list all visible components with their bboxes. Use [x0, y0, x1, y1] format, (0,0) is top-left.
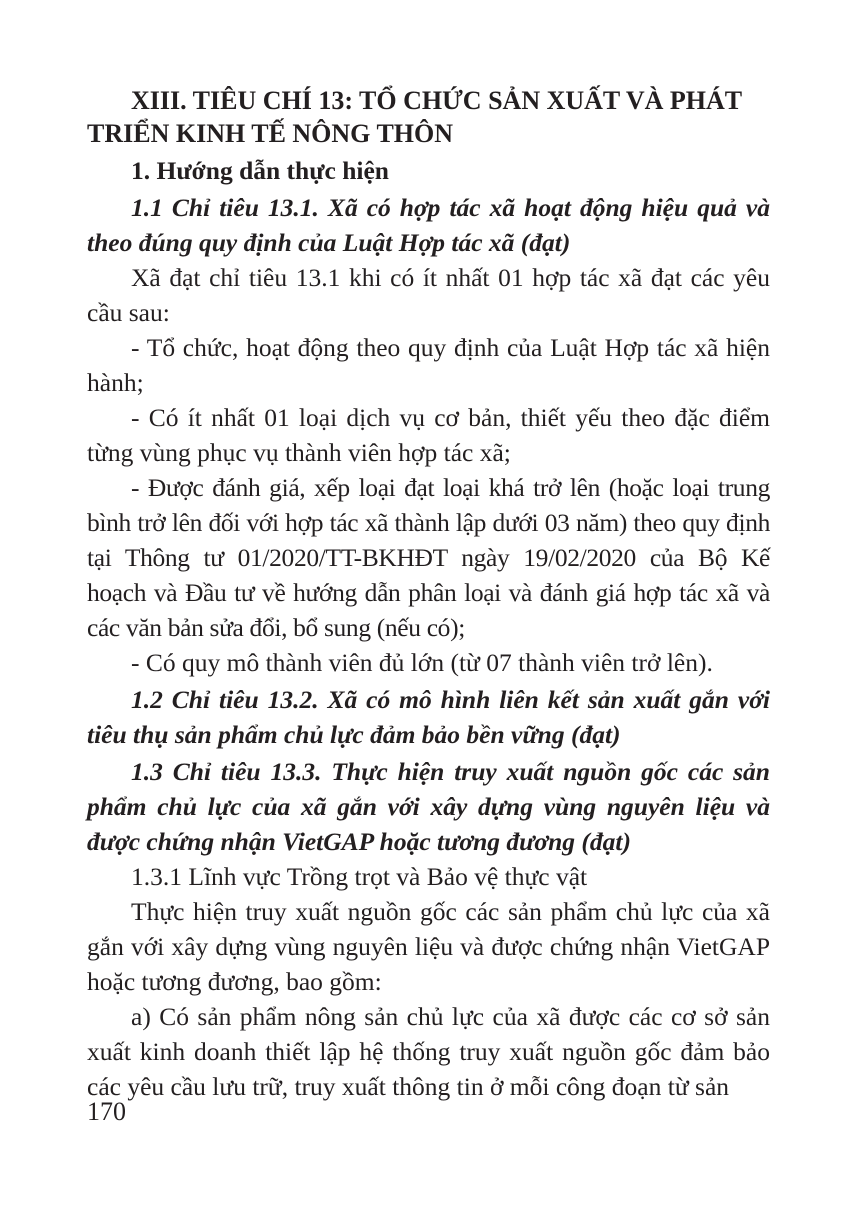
bullet-item: - Được đánh giá, xếp loại đạt loại khá trở lên (hoặc loại trung bình trở lên đối với hợp tác xã thành lập dưới 03 năm) theo quy định tại Thông tư 01/2020/TT-BKHĐT ngày 19/02/2020 của Bộ Kế hoạch và Đầu tư về hướng dẫn phân loại và đánh giá hợp tác xã và các văn bản sửa đổi, bổ sung (nếu có); [87, 473, 770, 642]
subsection-heading-1-2: 1.2 Chỉ tiêu 13.2. Xã có mô hình liên kết sản xuất gắn với tiêu thụ sản phẩm chủ lực đảm bảo bền vững (đạt) [87, 685, 770, 749]
subsection-heading-1-3: 1.3 Chỉ tiêu 13.3. Thực hiện truy xuất nguồn gốc các sản phẩm chủ lực của xã gắn với xây dựng vùng nguyên liệu và được chứng nhận VietGAP hoặc tương đương (đạt) [87, 757, 770, 856]
bullet-item: - Có ít nhất 01 loại dịch vụ cơ bản, thiết yếu theo đặc điểm từng vùng phục vụ thành viên hợp tác xã; [87, 403, 770, 467]
chapter-heading: XIII. TIÊU CHÍ 13: TỔ CHỨC SẢN XUẤT VÀ PHÁT TRIỂN KINH TẾ NÔNG THÔN [87, 86, 742, 148]
document-page [87, 80, 770, 1104]
bullet-item: - Có quy mô thành viên đủ lớn (từ 07 thành viên trở lên). [131, 648, 713, 677]
paragraph: a) Có sản phẩm nông sản chủ lực của xã được các cơ sở sản xuất kinh doanh thiết lập hệ thống truy xuất nguồn gốc đảm bảo các yêu cầu lưu trữ, truy xuất thông tin ở mỗi công đoạn từ sản [87, 1002, 770, 1101]
subsection-heading-1-1: 1.1 Chỉ tiêu 13.1. Xã có hợp tác xã hoạt động hiệu quả và theo đúng quy định của Luật Hợp tác xã (đạt) [87, 193, 770, 257]
page-number: 170 [87, 1097, 126, 1126]
subsection-heading-1-3-1: 1.3.1 Lĩnh vực Trồng trọt và Bảo vệ thực vật [131, 862, 588, 891]
section-heading: 1. Hướng dẫn thực hiện [131, 156, 389, 185]
bullet-item: - Tổ chức, hoạt động theo quy định của Luật Hợp tác xã hiện hành; [87, 333, 770, 397]
paragraph: Thực hiện truy xuất nguồn gốc các sản phẩm chủ lực của xã gắn với xây dựng vùng nguyên liệu và được chứng nhận VietGAP hoặc tương đương, bao gồm: [87, 897, 770, 996]
paragraph: Xã đạt chỉ tiêu 13.1 khi có ít nhất 01 hợp tác xã đạt các yêu cầu sau: [87, 263, 770, 327]
